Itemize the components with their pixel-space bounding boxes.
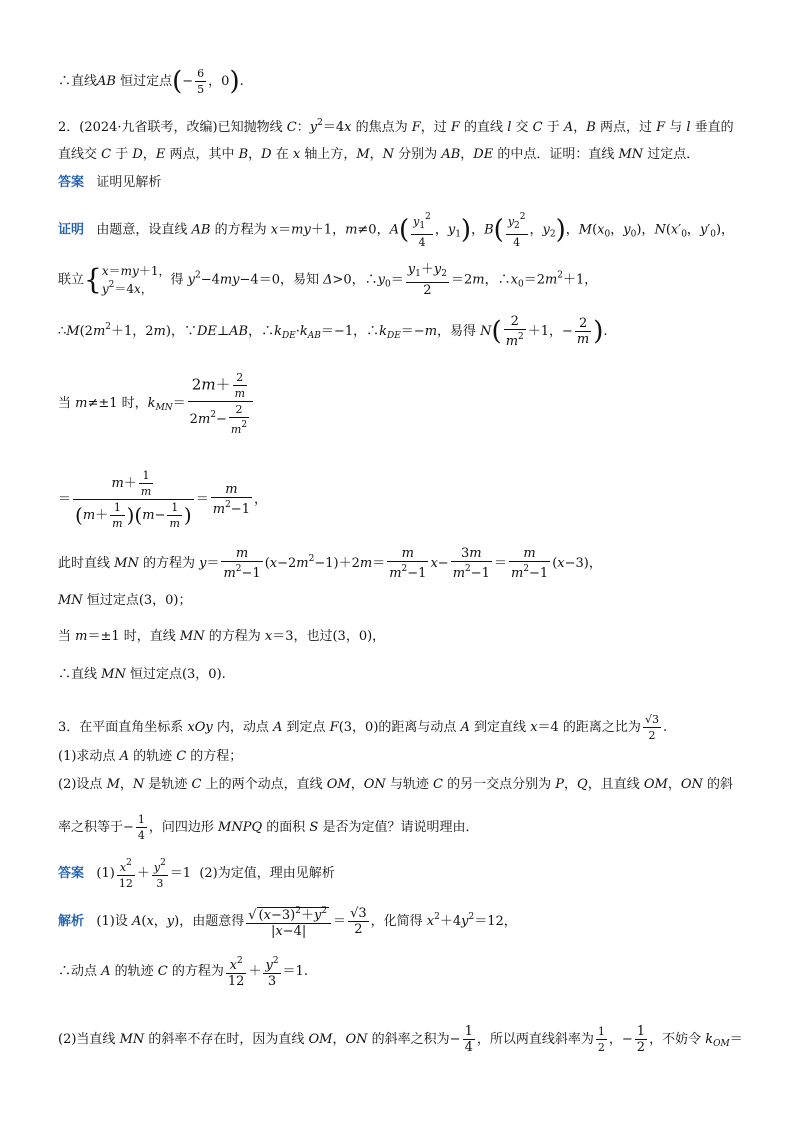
q2-proof-line3: $\therefore M(2m^2+1$，2m)，∵DE⊥AB，$\therefore k_{DE}\cdot k_{AB}=-1$，$\therefore k_{DE}=-m$，易得 N( $\frac{2}{m^2}$ ＋1，− $\frac{2}{m}$ ).: [58, 314, 608, 349]
q3-analysis-line2: ∴动点 A 的轨迹 C 的方程为 $\frac{x^2}{12}$ ＋ $\frac{y^2}{3}$ ＝1.: [58, 956, 308, 989]
q2-proof-line6: 此时直线 MN 的方程为 y＝ $\frac{m}{m^2-1}$ $(x-2m^2-1)+2m=$ $\frac{m}{m^2-1}$ x− $\frac{3m}{m^2-1}$ ＝ $\frac{m}{m^2-1}$ (x−3)，: [58, 546, 602, 581]
q2-proof-line8: 当 m＝±1 时，直线 MN 的方程为 x＝3，也过(3，0)，: [58, 629, 386, 644]
q3-answer-label: 答案: [58, 866, 85, 881]
q2-proof-line1: 证明 由题意，设直线 AB 的方程为 x＝my＋1，m≠0，A( $\frac{y_1^2}{4}$ ，$y_1$)，B( $\frac{y_2^2}{4}$ ，$y_2$)，$M(x_0$，$y_0$)，$N(x'_0$，$y'_0$)，: [58, 212, 735, 249]
answer-label: 答案: [58, 175, 85, 190]
proof-label: 证明: [58, 222, 85, 238]
q3-stem: 3．在平面直角坐标系 xOy 内，动点 A 到定点 F(3，0)的距离与动点 A 到定直线 x＝4 的距离之比为 $\frac{√3}{2}$ .: [58, 713, 668, 742]
q2-proof-line4: 当 m≠±1 时，$k_{MN}=$ 2m＋ $\frac{2}{m}$ $2m^2-$ $\frac{2}{m^2}$: [58, 370, 255, 437]
q3-part2-line1: (2)设点 M，N 是轨迹 C 上的两个动点，直线 OM，ON 与轨迹 C 的另一交点分别为 P，Q，且直线 OM，ON 的斜: [58, 777, 734, 792]
q3-analysis-line3: (2)当直线 MN 的斜率不存在时，因为直线 OM，ON 的斜率之积为− $\frac{1}{4}$ ，所以两直线斜率为 $\frac{1}{2}$ ，− $\frac{1}{2}$ ，不妨令 $k_{OM}=$: [58, 1024, 743, 1055]
q3-answer: 答案 (1) $\frac{x^2}{12}$ ＋ $\frac{y^2}{3}$ ＝1 (2)为定值，理由见解析: [58, 858, 335, 890]
q3-part2-line2: 率之积等于− $\frac{1}{4}$ ，问四边形 MNPQ 的面积 S 是否为定值？请说明理由．: [58, 813, 479, 842]
q3-part1: (1)求动点 A 的轨迹 C 的方程；: [58, 749, 243, 764]
q2-answer: [58, 174, 161, 192]
q2-proof-line7: MN 恒过定点(3，0)；: [58, 593, 192, 608]
q3-analysis-line1: 解析 (1)设 A(x，y)，由题意得 $\frac{√ (x-3)^2+y^2}{|x-4|}$ ＝ $\frac{√3}{2}$ ，化简得 $x^2+4y^2=12$，: [58, 906, 517, 939]
q2-proof-line2: 联立{x＝my＋1， $y^2=4x$，得 $y^2-4my-4=0$，易知 Δ>0，$\therefore y_0=$ $\frac{y_1+y_2}{2}$ ＝2m，$\therefore x_0=2m^2+1$，: [58, 262, 598, 298]
answer-text: 证明见解析: [96, 175, 162, 190]
analysis-label: 解析: [58, 914, 85, 929]
q2-stem-line1: 2．(2024·九省联考，改编)已知抛物线 C：$y^2=4x$ 的焦点为 F，过 F 的直线 l 交 C 于 A，B 两点，过 F 与 l 垂直的: [58, 118, 734, 135]
q2-stem-line2: 直线交 C 于 D，E 两点，其中 B，D 在 x 轴上方，M，N 分别为 AB，DE 的中点．证明：直线 MN 过定点．: [58, 147, 700, 162]
prev-conclusion: ∴直线AB 恒过定点(− $\frac{6}{5}$ ，0).: [58, 66, 244, 97]
q2-proof-line9: ∴直线 MN 恒过定点(3，0).: [58, 667, 226, 682]
q2-proof-line5: ＝ m＋ $\frac{1}{m}$ (m＋ $\frac{1}{m}$ )(m− $\frac{1}{m}$ ) ＝ $\frac{m}{m^2-1}$ ，: [58, 469, 267, 530]
